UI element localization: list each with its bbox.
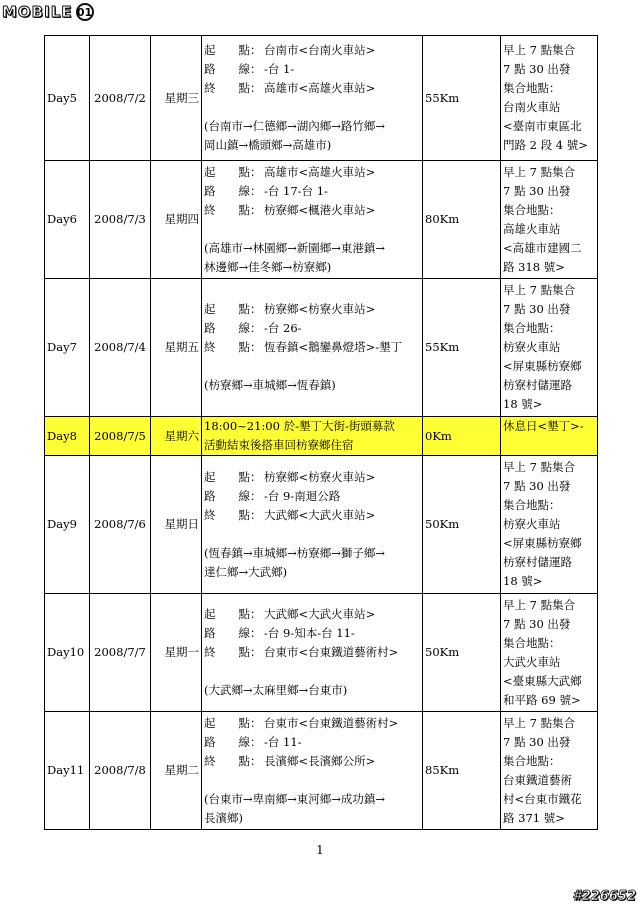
route-line-label: 路 線： — [204, 734, 262, 749]
start-point-row — [204, 714, 420, 733]
route-line-label: 路 線： — [204, 488, 262, 503]
schedule-row — [45, 161, 598, 279]
meeting-line: 18 號> — [503, 574, 543, 588]
spacer — [204, 771, 420, 790]
day-cell — [45, 594, 90, 712]
date-cell — [90, 417, 151, 456]
day-label: Day10 — [47, 645, 85, 659]
meeting-line: 早上 7 點集合 — [503, 283, 576, 297]
route-cell — [202, 594, 423, 712]
end-point-label: 終 點： — [204, 645, 262, 659]
route-line-row — [204, 733, 420, 752]
weekday-value: 星期一 — [164, 645, 199, 659]
meeting-line: 早上 7 點集合 — [503, 43, 576, 57]
meeting-line: <屏東縣枋寮鄉 — [503, 536, 582, 550]
spacer — [204, 98, 420, 117]
distance-value: 50Km — [425, 517, 460, 531]
meeting-line: 集合地點： — [503, 321, 561, 335]
logo-mark-icon: 01 — [76, 3, 94, 21]
spacer — [204, 525, 420, 544]
weekday-value: 星期三 — [164, 90, 199, 105]
start-point-label: 起 點： — [204, 715, 262, 730]
start-point-row — [204, 300, 420, 319]
meeting-line: 高雄火車站 — [503, 221, 561, 236]
distance-cell — [423, 279, 501, 417]
route-line-label: 路 線： — [204, 626, 262, 640]
meeting-line: 早上 7 點集合 — [503, 460, 576, 474]
distance-cell — [423, 417, 501, 456]
end-point-label: 終 點： — [204, 340, 262, 354]
day-cell — [45, 417, 90, 456]
date-value: 2008/7/6 — [94, 517, 146, 531]
end-point-row — [204, 752, 420, 771]
date-cell — [90, 279, 151, 417]
logo-text: MOBILE — [2, 3, 73, 21]
meeting-line: 枋寮村儲運路 — [503, 555, 572, 569]
end-point-value: 台東市<台東鐵道藝術村> — [264, 645, 399, 659]
path-line: (大武鄉→太麻里鄉→台東市) — [204, 683, 348, 697]
meeting-cell — [501, 161, 598, 279]
meeting-line: 早上 7 點集合 — [503, 597, 576, 612]
meeting-line: 7 點 30 出發 — [503, 734, 571, 749]
route-line-row — [204, 60, 420, 79]
meeting-line: 7 點 30 出發 — [503, 62, 571, 76]
route-cell — [202, 417, 423, 456]
date-value: 2008/7/7 — [94, 645, 146, 659]
meeting-line: 枋寮火車站 — [503, 340, 561, 354]
meeting-cell — [501, 594, 598, 712]
distance-value: 50Km — [425, 645, 460, 659]
start-point-value: 高雄市<高雄火車站> — [264, 164, 376, 179]
distance-cell — [423, 594, 501, 712]
meeting-line: 枋寮火車站 — [503, 517, 561, 531]
path-line: (恆春鎮→車城鄉→枋寮鄉→獅子鄉→ — [204, 545, 386, 560]
route-line-value: -台 11- — [264, 734, 302, 749]
start-point-row — [204, 41, 420, 60]
meeting-line: <高雄市建國二 — [503, 240, 582, 255]
meeting-line: 早上 7 點集合 — [503, 164, 576, 179]
end-point-label: 終 點： — [204, 81, 262, 95]
meeting-line: 7 點 30 出發 — [503, 183, 571, 198]
start-point-label: 起 點： — [204, 607, 262, 621]
start-point-label: 起 點： — [204, 469, 262, 484]
schedule-table — [44, 35, 598, 830]
meeting-line: 早上 7 點集合 — [503, 715, 576, 730]
weekday-cell — [151, 456, 202, 594]
meeting-cell — [501, 417, 598, 456]
start-point-label: 起 點： — [204, 43, 262, 57]
date-value: 2008/7/3 — [94, 212, 146, 226]
page-number: 1 — [316, 843, 324, 857]
meeting-line: 18 號> — [503, 397, 543, 411]
end-point-label: 終 點： — [204, 507, 262, 522]
start-point-row — [204, 163, 420, 182]
path-line: (枋寮鄉→車城鄉→恆春鎮) — [204, 378, 336, 392]
start-point-value: 台南市<台南火車站> — [264, 43, 376, 57]
path-line: 岡山鎮→橋頭鄉→高雄市) — [204, 138, 332, 152]
path-line: (台南市→仁德鄉→湖內鄉→路竹鄉→ — [204, 119, 386, 133]
meeting-line: 枋寮村儲運路 — [503, 378, 572, 392]
date-cell — [90, 36, 151, 161]
day-label: Day9 — [47, 517, 77, 531]
route-line-value: -台 9-南迴公路 — [264, 488, 341, 503]
meeting-line: 路 318 號> — [503, 259, 565, 274]
distance-value: 80Km — [425, 212, 460, 226]
watermark: #226652 — [572, 889, 636, 904]
weekday-cell — [151, 36, 202, 161]
distance-value: 55Km — [425, 90, 460, 105]
distance-cell — [423, 36, 501, 161]
start-point-value: 大武鄉<大武火車站> — [264, 607, 376, 621]
path-line: 達仁鄉→大武鄉) — [204, 564, 288, 579]
route-line-label: 路 線： — [204, 62, 262, 76]
distance-value: 85Km — [425, 763, 460, 777]
day-cell — [45, 161, 90, 279]
spacer — [204, 662, 420, 681]
schedule-row — [45, 712, 598, 830]
meeting-line: 路 371 號> — [503, 810, 565, 825]
start-point-value: 枋寮鄉<枋寮火車站> — [264, 302, 376, 316]
spacer — [204, 220, 420, 239]
weekday-cell — [151, 279, 202, 417]
end-point-value: 大武鄉<大武火車站> — [264, 507, 376, 522]
day-cell — [45, 456, 90, 594]
route-line-label: 路 線： — [204, 321, 262, 335]
day-cell — [45, 279, 90, 417]
schedule-row — [45, 279, 598, 417]
date-value: 2008/7/8 — [94, 763, 146, 777]
day-label: Day6 — [47, 212, 77, 226]
start-point-label: 起 點： — [204, 164, 262, 179]
start-point-label: 起 點： — [204, 302, 262, 316]
meeting-line: 集合地點： — [503, 202, 561, 217]
meeting-line: 村<台東市鐵花 — [503, 791, 582, 806]
route-line-value: -台 1- — [264, 62, 295, 76]
meeting-line: 集合地點： — [503, 753, 561, 768]
weekday-value: 星期四 — [164, 212, 199, 226]
route-cell — [202, 712, 423, 830]
date-cell — [90, 161, 151, 279]
meeting-line: 台東鐵道藝術 — [503, 772, 572, 787]
event-note-line: 18:00~21:00 於-墾丁大街-街頭募款 — [204, 419, 395, 433]
end-point-row — [204, 643, 420, 662]
day-label: Day8 — [47, 428, 77, 443]
weekday-cell — [151, 712, 202, 830]
day-label: Day11 — [47, 763, 85, 777]
weekday-value: 星期五 — [164, 340, 199, 354]
meeting-line: 門路 2 段 4 號> — [503, 138, 588, 152]
route-line-row — [204, 319, 420, 338]
day-label: Day7 — [47, 340, 77, 354]
day-cell — [45, 712, 90, 830]
meeting-cell — [501, 279, 598, 417]
spacer — [204, 357, 420, 376]
weekday-value: 星期日 — [164, 517, 199, 531]
meeting-line: 大武火車站 — [503, 654, 561, 669]
distance-cell — [423, 712, 501, 830]
end-point-value: 長濱鄉<長濱鄉公所> — [264, 753, 376, 768]
meeting-line: 休息日<墾丁>- — [503, 419, 584, 433]
event-note-line: 活動結束後搭車回枋寮鄉住宿 — [204, 438, 354, 452]
end-point-value: 高雄市<高雄火車站> — [264, 81, 376, 95]
route-line-row — [204, 182, 420, 201]
route-cell — [202, 36, 423, 161]
distance-value: 55Km — [425, 340, 460, 354]
end-point-row — [204, 506, 420, 525]
distance-value: 0Km — [425, 428, 452, 443]
date-cell — [90, 456, 151, 594]
distance-cell — [423, 456, 501, 594]
weekday-value: 星期二 — [164, 763, 199, 777]
meeting-line: <臺南市東區北 — [503, 119, 582, 133]
route-line-label: 路 線： — [204, 183, 262, 198]
meeting-line: <臺東縣大武鄉 — [503, 673, 582, 688]
weekday-cell — [151, 161, 202, 279]
end-point-row — [204, 338, 420, 357]
weekday-value: 星期六 — [164, 428, 199, 443]
end-point-value: 恆春鎮<鵝鑾鼻燈塔>-墾丁 — [264, 340, 403, 354]
path-line: (高雄市→林園鄉→新園鄉→東港鎮→ — [204, 240, 386, 255]
schedule-row — [45, 456, 598, 594]
end-point-value: 枋寮鄉<楓港火車站> — [264, 202, 376, 217]
meeting-line: 和平路 69 號> — [503, 692, 581, 707]
start-point-value: 枋寮鄉<枋寮火車站> — [264, 469, 376, 484]
weekday-cell — [151, 417, 202, 456]
end-point-label: 終 點： — [204, 202, 262, 217]
meeting-line: <屏東縣枋寮鄉 — [503, 359, 582, 373]
path-line: 長濱鄉) — [204, 810, 243, 825]
schedule-row — [45, 594, 598, 712]
meeting-line: 集合地點： — [503, 81, 561, 95]
route-line-value: -台 26- — [264, 321, 302, 335]
meeting-line: 7 點 30 出發 — [503, 479, 571, 493]
start-point-row — [204, 605, 420, 624]
date-cell — [90, 712, 151, 830]
day-label: Day5 — [47, 90, 77, 105]
schedule-row — [45, 417, 598, 456]
end-point-row — [204, 201, 420, 220]
date-value: 2008/7/4 — [94, 340, 146, 354]
meeting-cell — [501, 36, 598, 161]
weekday-cell — [151, 594, 202, 712]
meeting-cell — [501, 456, 598, 594]
route-cell — [202, 279, 423, 417]
start-point-value: 台東市<台東鐵道藝術村> — [264, 715, 399, 730]
route-line-value: -台 17-台 1- — [264, 183, 328, 198]
path-line: (台東市→卑南鄉→東河鄉→成功鎮→ — [204, 791, 386, 806]
schedule-row — [45, 36, 598, 161]
end-point-row — [204, 79, 420, 98]
meeting-line: 7 點 30 出發 — [503, 616, 571, 631]
route-cell — [202, 456, 423, 594]
meeting-line: 集合地點： — [503, 498, 561, 512]
route-cell — [202, 161, 423, 279]
route-line-row — [204, 487, 420, 506]
meeting-line: 集合地點： — [503, 635, 561, 650]
date-cell — [90, 594, 151, 712]
route-line-row — [204, 624, 420, 643]
distance-cell — [423, 161, 501, 279]
path-line: 林邊鄉→佳冬鄉→枋寮鄉) — [204, 259, 332, 274]
day-cell — [45, 36, 90, 161]
meeting-line: 7 點 30 出發 — [503, 302, 571, 316]
route-line-value: -台 9-知本-台 11- — [264, 626, 355, 640]
meeting-cell — [501, 712, 598, 830]
end-point-label: 終 點： — [204, 753, 262, 768]
date-value: 2008/7/5 — [94, 428, 146, 443]
meeting-line: 台南火車站 — [503, 100, 561, 114]
date-value: 2008/7/2 — [94, 90, 146, 105]
start-point-row — [204, 468, 420, 487]
site-logo — [2, 2, 94, 22]
